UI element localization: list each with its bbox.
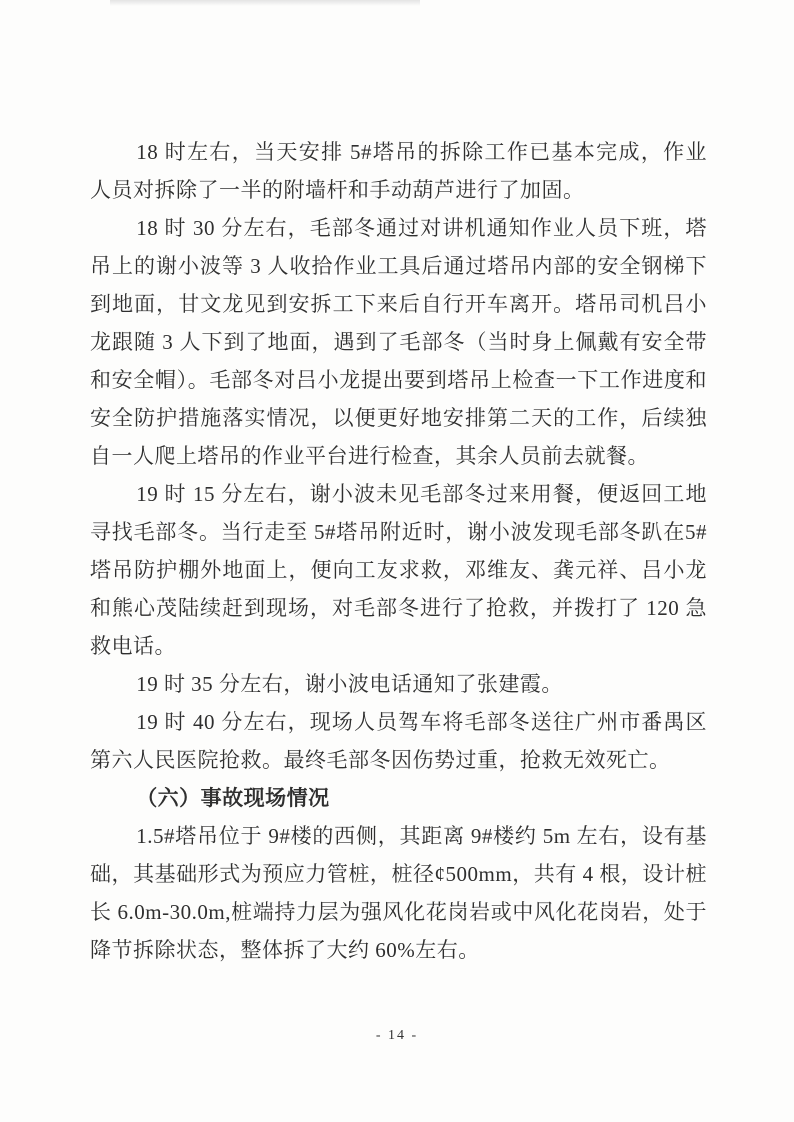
- paragraph-timeline-18h: 18 时左右，当天安排 5#塔吊的拆除工作已基本完成，作业人员对拆除了一半的附墙杆和手动葫芦进行了加固。: [90, 140, 707, 202]
- paragraph-scene-detail-1: 1.5#塔吊位于 9#楼的西侧，其距离 9#楼约 5m 左右，设有基础，其基础形式为预应力管桩，桩径¢500mm，共有 4 根，设计桩长 6.0m-30.0m,桩端持力层为强风化花岗岩或中风化花岗岩，处于降节拆除状态，整体拆了大约 60%左右。: [90, 824, 707, 962]
- paragraph-timeline-18h30: 18 时 30 分左右，毛部冬通过对讲机通知作业人员下班，塔吊上的谢小波等 3 人收拾作业工具后通过塔吊内部的安全钢梯下到地面，甘文龙见到安拆工下来后自行开车离开。塔吊司机吕小龙跟随 3 人下到了地面，遇到了毛部冬（当时身上佩戴有安全带和安全帽）。毛部冬对吕小龙提出要到塔吊上检查一下工作进度和安全防护措施落实情况，以便更好地安排第二天的工作，后续独自一人爬上塔吊的作业平台进行检查，其余人员前去就餐。: [90, 216, 707, 468]
- document-body: [90, 133, 707, 969]
- scan-artifact: [110, 0, 420, 6]
- paragraph-timeline-19h35: 19 时 35 分左右，谢小波电话通知了张建霞。: [136, 672, 563, 696]
- section-heading-accident-scene: （六）事故现场情况: [136, 786, 330, 810]
- page-number: - 14 -: [375, 1028, 419, 1043]
- paragraph-timeline-19h15: 19 时 15 分左右，谢小波未见毛部冬过来用餐，便返回工地寻找毛部冬。当行走至 5#塔吊附近时，谢小波发现毛部冬趴在5#塔吊防护棚外地面上，便向工友求救，邓维友、龚元祥、吕小龙和熊心茂陆续赶到现场，对毛部冬进行了抢救，并拨打了 120 急救电话。: [90, 482, 707, 658]
- paragraph-timeline-19h40: 19 时 40 分左右，现场人员驾车将毛部冬送往广州市番禺区第六人民医院抢救。最终毛部冬因伤势过重，抢救无效死亡。: [90, 710, 707, 772]
